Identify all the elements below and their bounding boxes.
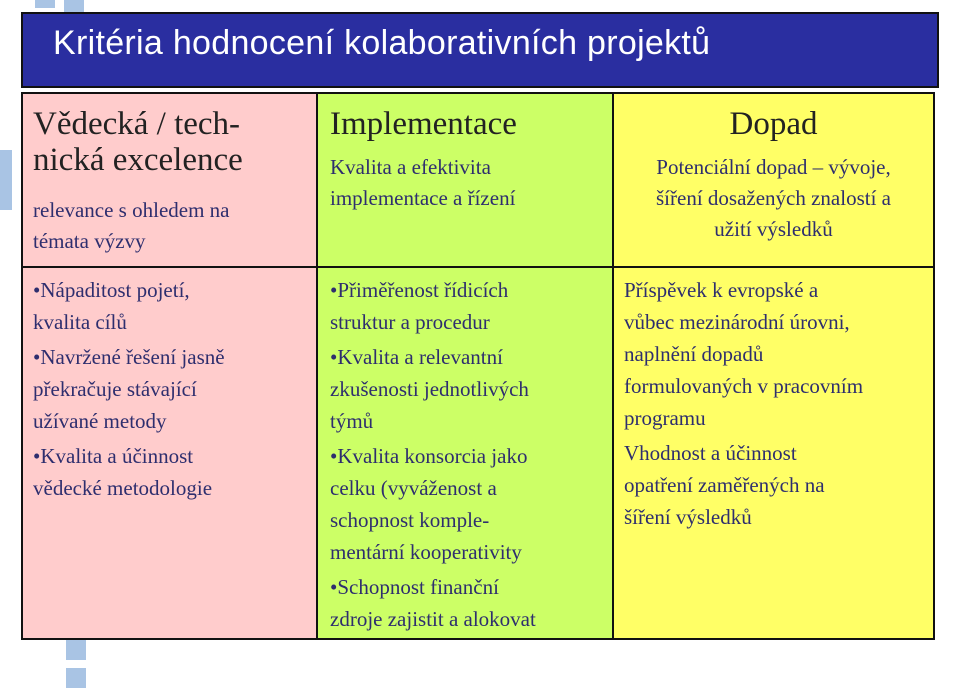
subheading-line: Kvalita a efektivita: [330, 155, 491, 179]
impact-subheading: [614, 152, 933, 245]
excellence-heading: [33, 106, 308, 178]
list-item: [33, 341, 308, 437]
list-item-line: vědecké metodologie: [33, 476, 213, 500]
list-item: [624, 437, 929, 533]
implementation-header-cell: [316, 94, 612, 266]
list-item-line: •Navržené řešení jasně: [33, 345, 225, 369]
list-item-line: mentární kooperativity: [330, 540, 522, 564]
list-item-line: zkušenosti jednotlivých: [330, 377, 529, 401]
subheading-line: relevance s ohledem na: [33, 198, 230, 222]
list-item: [330, 440, 608, 568]
list-item: [330, 274, 608, 338]
list-item-line: formulovaných v pracovním: [624, 374, 864, 398]
list-item-line: Vhodnost a účinnost: [624, 441, 797, 465]
list-item: [33, 440, 308, 504]
excellence-criteria-cell: [23, 266, 316, 638]
impact-header-cell: [612, 94, 933, 266]
list-item-line: naplnění dopadů: [624, 342, 764, 366]
heading-line: Vědecká / tech-: [33, 106, 241, 142]
impact-heading: Dopad: [729, 106, 818, 142]
list-item: [330, 571, 608, 635]
list-item-line: •Nápaditost pojetí,: [33, 278, 190, 302]
excellence-header-cell: [23, 94, 316, 266]
excellence-criteria-list: [33, 274, 308, 504]
list-item-line: týmů: [330, 409, 374, 433]
criteria-table: [21, 92, 935, 640]
subheading-line: implementace a řízení: [330, 186, 516, 210]
list-item-line: •Schopnost finanční: [330, 575, 499, 599]
list-item-line: překračuje stávající: [33, 377, 197, 401]
subheading-line: témata výzvy: [33, 229, 146, 253]
list-item-line: •Kvalita a účinnost: [33, 444, 194, 468]
list-item: [330, 341, 608, 437]
subheading-line: Potenciální dopad – vývoje,: [656, 155, 891, 179]
subheading-line: užití výsledků: [714, 217, 833, 241]
list-item-line: struktur a procedur: [330, 310, 490, 334]
decor-square: [0, 150, 12, 210]
decor-square: [66, 640, 86, 660]
impact-criteria-cell: [612, 266, 933, 638]
list-item-line: kvalita cílů: [33, 310, 127, 334]
excellence-subheading: [33, 195, 308, 257]
list-item-line: schopnost komple-: [330, 508, 490, 532]
page-title: Kritéria hodnocení kolaborativních projektů: [53, 24, 711, 62]
implementation-criteria-list: [330, 274, 608, 635]
subheading-line: šíření dosažených znalostí a: [656, 186, 891, 210]
list-item-line: •Kvalita konsorcia jako: [330, 444, 528, 468]
list-item-line: programu: [624, 406, 706, 430]
list-item-line: •Kvalita a relevantní: [330, 345, 503, 369]
heading-line: nická excelence: [33, 142, 243, 178]
list-item-line: •Přiměřenost řídicích: [330, 278, 509, 302]
impact-criteria-list: [624, 274, 929, 533]
decor-square: [35, 0, 55, 8]
list-item-line: šíření výsledků: [624, 505, 752, 529]
title-bar: [21, 12, 939, 88]
list-item-line: opatření zaměřených na: [624, 473, 825, 497]
implementation-heading: Implementace: [330, 106, 517, 142]
list-item: [33, 274, 308, 338]
list-item-line: zdroje zajistit a alokovat: [330, 607, 536, 631]
list-item: [624, 274, 929, 434]
implementation-subheading: [330, 152, 600, 214]
list-item-line: užívané metody: [33, 409, 167, 433]
list-item-line: celku (vyváženost a: [330, 476, 497, 500]
implementation-criteria-cell: [316, 266, 612, 638]
decor-square: [66, 668, 86, 688]
list-item-line: Příspěvek k evropské a: [624, 278, 819, 302]
list-item-line: vůbec mezinárodní úrovni,: [624, 310, 850, 334]
